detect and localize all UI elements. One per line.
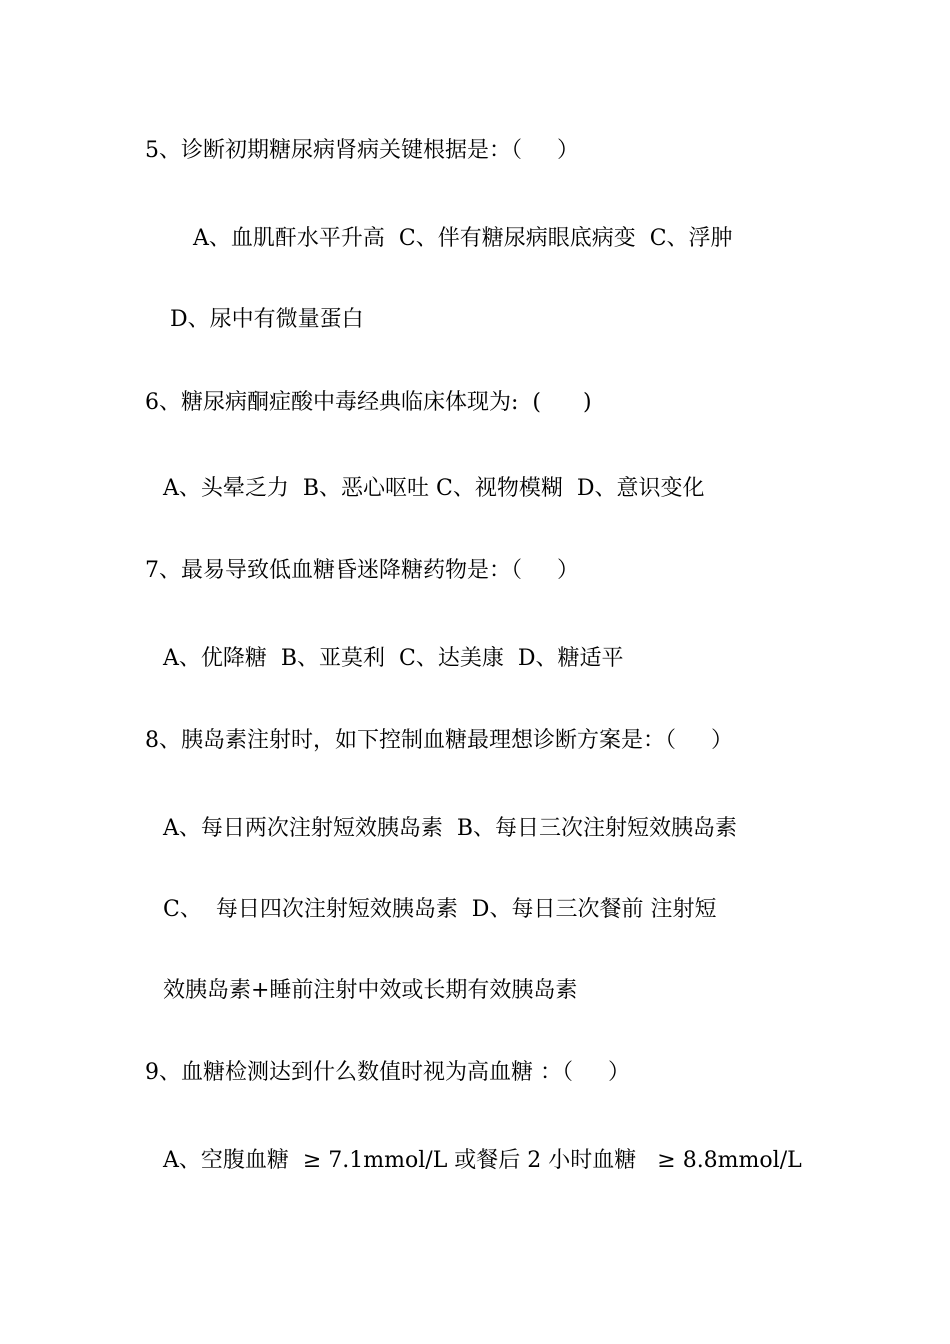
question-8-stem: 8、胰岛素注射时，如下控制血糖最理想诊断方案是：（ ） [145, 728, 733, 753]
question-9-options: A、空腹血糖 ≥ 7.1mmol/L 或餐后 2 小时血糖 ≥ 8.8mmol/L [163, 1148, 802, 1173]
question-8-options-line-2: C、 每日四次注射短效胰岛素 D、每日三次餐前 注射短 [163, 897, 717, 922]
question-5-options-line-2: D、尿中有微量蛋白 [170, 307, 364, 332]
question-7-stem: 7、最易导致低血糖昏迷降糖药物是：（ ） [145, 558, 579, 583]
question-6-options: A、头晕乏力 B、恶心呕吐 C、视物模糊 D、意识变化 [163, 476, 705, 501]
question-5-options-line-1: A、血肌酐水平升高 C、伴有糖尿病眼底病变 C、浮肿 [193, 226, 733, 251]
question-9-stem: 9、血糖检测达到什么数值时视为高血糖 ：（ ） [145, 1060, 630, 1085]
question-7-options: A、优降糖 B、亚莫利 C、达美康 D、糖适平 [163, 646, 624, 671]
question-8-options-line-1: A、每日两次注射短效胰岛素 B、每日三次注射短效胰岛素 [163, 816, 738, 841]
question-8-options-line-3: 效胰岛素+睡前注射中效或长期有效胰岛素 [163, 978, 578, 1003]
question-5-stem: 5、诊断初期糖尿病肾病关键根据是：（ ） [145, 138, 579, 163]
question-6-stem: 6、糖尿病酮症酸中毒经典临床体现为: ( ) [145, 390, 592, 415]
